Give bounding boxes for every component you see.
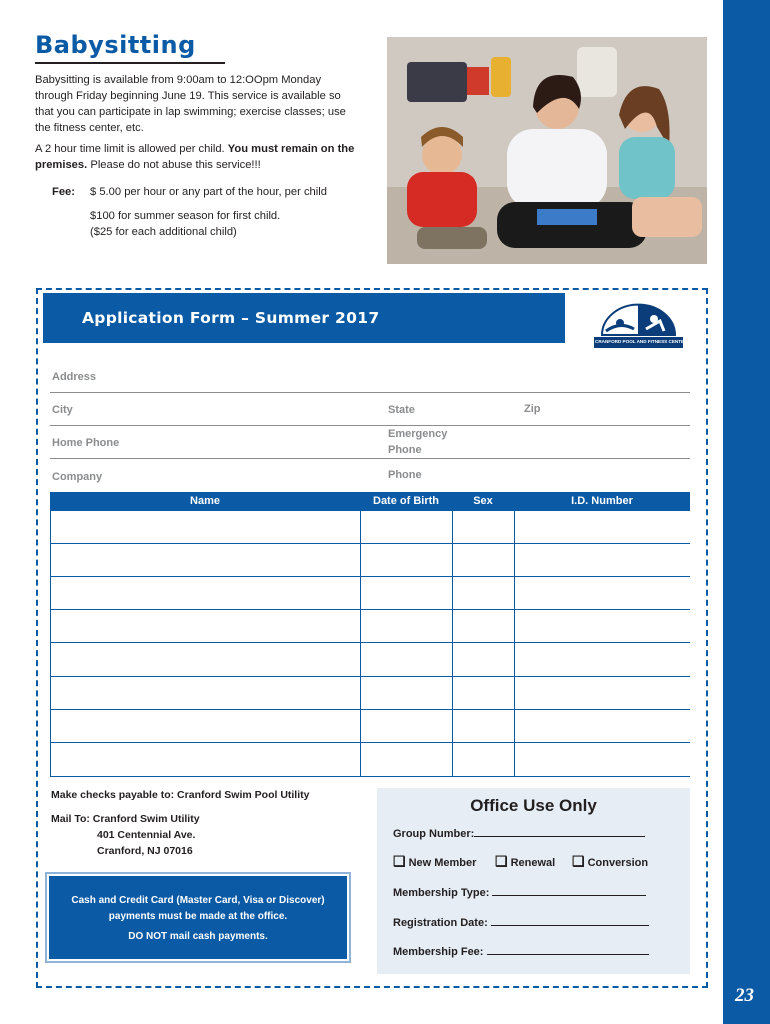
fee-line-hourly: $ 5.00 per hour or any part of the hour, per child <box>90 186 327 198</box>
cash-notice-line-1: Cash and Credit Card (Master Card, Visa or Discover) <box>71 895 325 906</box>
fee-line-additional: ($25 for each additional child) <box>90 226 237 238</box>
table-row[interactable] <box>50 543 690 544</box>
table-row[interactable] <box>50 642 690 643</box>
table-column-divider <box>452 511 453 776</box>
company-label: Company <box>52 471 103 483</box>
column-header-dob: Date of Birth <box>373 495 439 507</box>
membership-fee-row <box>393 944 649 958</box>
form-title: Application Form – Summer 2017 <box>82 309 380 327</box>
address-field[interactable] <box>50 392 690 393</box>
city-label: City <box>52 404 73 416</box>
group-number-label: Group Number: <box>393 828 475 840</box>
phone-field[interactable] <box>50 458 690 459</box>
office-use-title: Office Use Only <box>470 796 597 815</box>
renewal-option[interactable] <box>495 853 555 870</box>
membership-fee-field[interactable] <box>487 944 649 955</box>
group-number-row <box>393 826 645 840</box>
checks-payable-text: Make checks payable to: Cranford Swim Pool Utility <box>51 789 310 801</box>
column-header-sex: Sex <box>473 495 493 507</box>
state-label: State <box>388 404 415 416</box>
conversion-option[interactable] <box>572 853 648 870</box>
mail-to-line-3: Cranford, NJ 07016 <box>97 845 193 857</box>
emergency-phone-label-line2: Phone <box>388 444 422 456</box>
column-header-id: I.D. Number <box>571 495 633 507</box>
membership-type-label: Membership Type: <box>393 887 490 899</box>
table-column-divider <box>360 511 361 776</box>
babysitting-photo <box>387 37 707 264</box>
intro-paragraph-2-start: A 2 hour time limit is allowed per child. <box>35 143 228 155</box>
intro-text <box>35 72 355 178</box>
table-column-divider <box>514 511 515 776</box>
city-state-zip-field[interactable] <box>50 425 690 426</box>
intro-paragraph-2-end: Please do not abuse this service!!! <box>87 159 261 171</box>
table-row[interactable] <box>50 709 690 710</box>
membership-type-field[interactable] <box>492 885 646 896</box>
conversion-label: Conversion <box>587 857 649 869</box>
membership-type-row <box>393 885 646 899</box>
intro-paragraph-2-bold: You must remain on the premises. <box>35 143 355 171</box>
intro-paragraph-1: Babysitting is available from 9:00am to 12:OOpm Monday through Friday beginning June 19. This service is available so that you can participate in lap swimming; exercise classes; use the fitness center, etc. <box>35 74 346 134</box>
table-column-divider <box>50 511 51 776</box>
renewal-label: Renewal <box>510 857 556 869</box>
form-title-banner <box>43 293 565 343</box>
renewal-checkbox[interactable]: ❏ <box>495 853 508 869</box>
conversion-checkbox[interactable]: ❏ <box>572 853 585 869</box>
logo-text: CRANFORD POOL AND FITNESS CENTER <box>595 339 688 344</box>
table-row[interactable] <box>50 742 690 743</box>
title-underline <box>35 62 225 64</box>
fee-line-season: $100 for summer season for first child. <box>90 210 281 222</box>
company-phone-label: Phone <box>388 469 422 481</box>
page-title: Babysitting <box>35 31 196 59</box>
registration-date-label: Registration Date: <box>393 917 488 929</box>
mail-to-line-1: Mail To: Cranford Swim Utility <box>51 813 200 825</box>
new-member-checkbox[interactable]: ❏ <box>393 853 406 869</box>
fee-label: Fee: <box>52 186 76 198</box>
new-member-label: New Member <box>408 857 477 869</box>
cash-notice-line-2: payments must be made at the office. <box>108 911 288 922</box>
new-member-option[interactable] <box>393 853 476 870</box>
cash-notice-box <box>45 872 351 963</box>
zip-label: Zip <box>524 403 541 415</box>
registration-date-row <box>393 915 649 929</box>
home-phone-label: Home Phone <box>52 437 120 449</box>
table-row[interactable] <box>50 776 690 777</box>
table-row[interactable] <box>50 676 690 677</box>
table-row[interactable] <box>50 576 690 577</box>
page-number: 23 <box>735 985 754 1006</box>
table-header <box>50 492 690 511</box>
membership-fee-label: Membership Fee: <box>393 946 484 958</box>
office-use-panel <box>377 788 690 974</box>
intro-paragraph-2 <box>35 141 355 173</box>
cranford-pool-logo <box>590 297 687 349</box>
mail-to-line-2: 401 Centennial Ave. <box>97 829 196 841</box>
emergency-phone-label-line1: Emergency <box>388 428 448 440</box>
registration-date-field[interactable] <box>491 915 649 926</box>
table-row[interactable] <box>50 609 690 610</box>
column-header-name: Name <box>190 495 220 507</box>
address-label: Address <box>52 371 97 383</box>
side-color-strip <box>723 0 770 1024</box>
cash-notice-line-3: DO NOT mail cash payments. <box>128 931 268 942</box>
group-number-field[interactable] <box>474 826 645 837</box>
